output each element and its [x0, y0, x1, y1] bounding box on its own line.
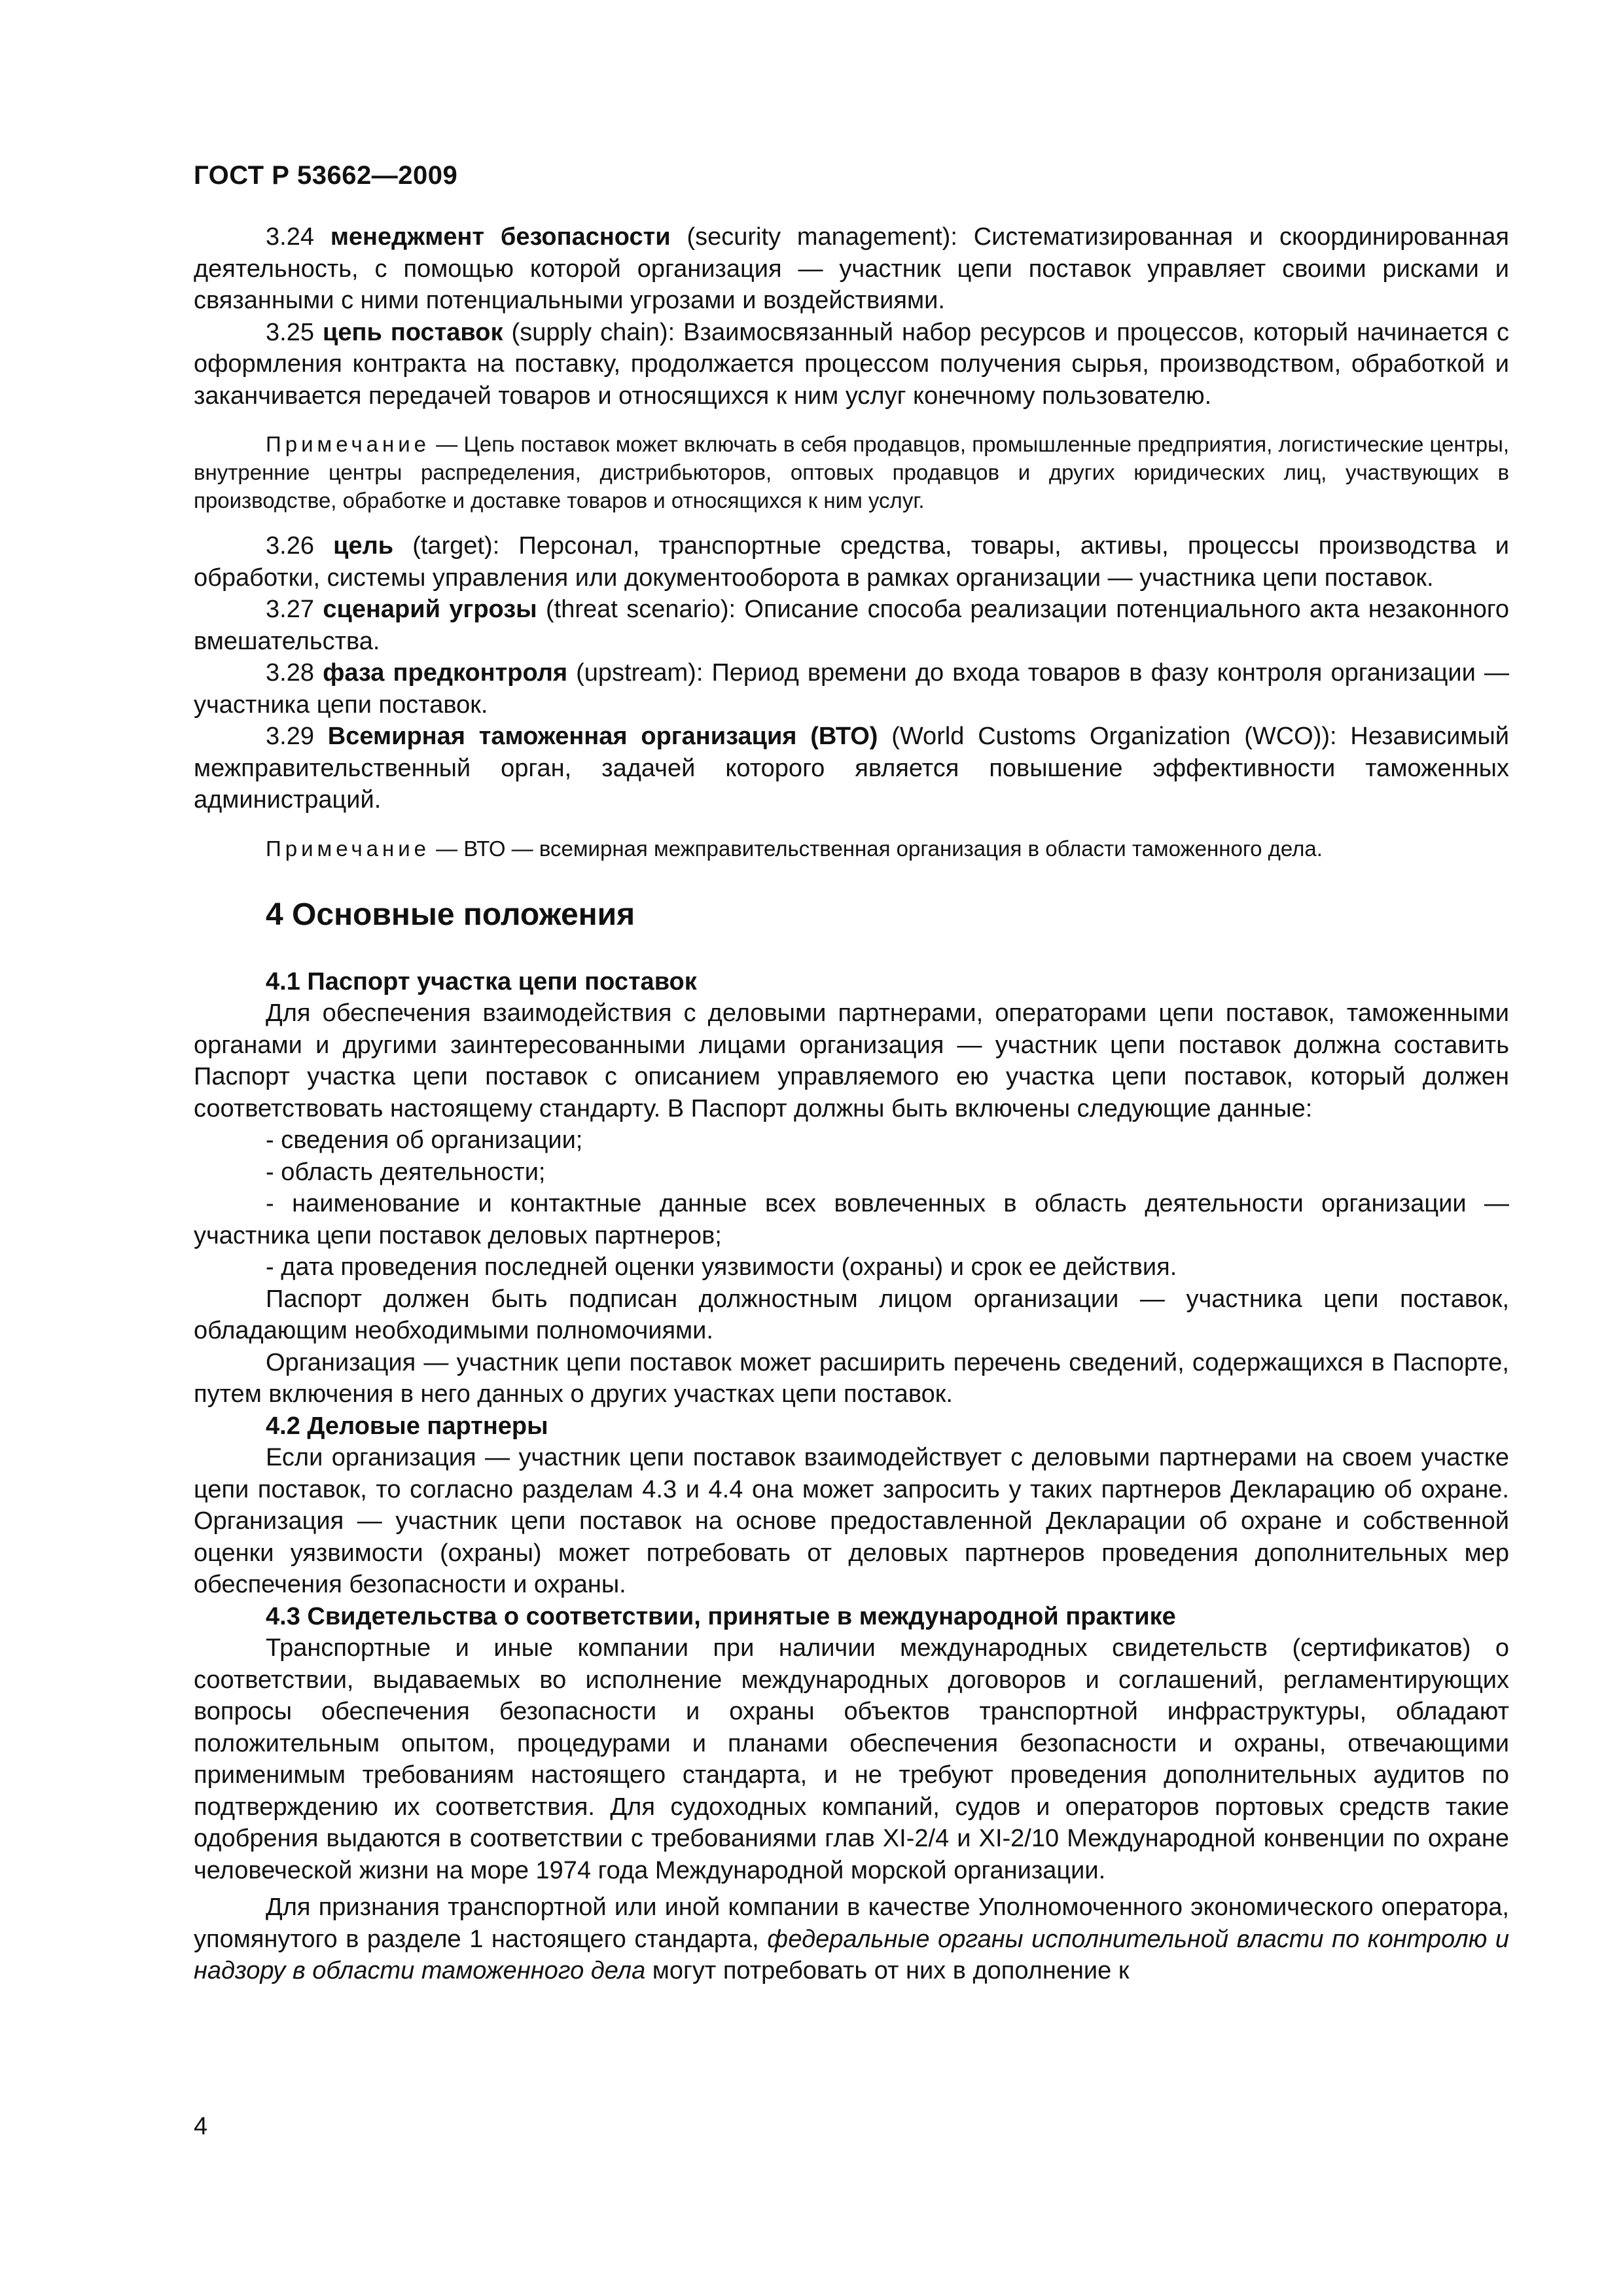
- paragraph: Организация — участник цепи поставок может расширить перечень сведений, содержащихся в Паспорте, путем включения в него данных о других участках цепи поставок.: [194, 1348, 1509, 1408]
- list-item: - область деятельности;: [266, 1158, 546, 1186]
- italic-text: федеральные органы исполнительной власти по контролю и надзору в области таможенного дела: [194, 1925, 1509, 1984]
- page-number: 4: [194, 2113, 208, 2140]
- section-4-2-title: 4.2 Деловые партнеры: [266, 1412, 548, 1440]
- term-3-24: [194, 221, 1509, 317]
- term-number: 3.27: [266, 596, 323, 623]
- term-number: 3.28: [266, 659, 323, 687]
- section-4-title: 4 Основные положения: [266, 897, 635, 932]
- paragraph: Транспортные и иные компании при наличии международных свидетельств (сертификатов) о соответствии, выдаваемых во исполнение международных договоров и соглашений, регламентирующих вопросы обеспечения безопасности и охраны объектов транспортной инфраструктуры, обладают положительным опытом, процедурами и планами обеспечения безопасности и охраны, отвечающими применимым требованиям настоящего стандарта, и не требуют проведения дополнительных аудитов по подтверждению их соответствия. Для судоходных компаний, судов и операторов портовых средств такие одобрения выдаются в соответствии с требованиями глав XI-2/4 и XI-2/10 Международной конвенции по охране человеческой жизни на море 1974 года Международной морской организации.: [194, 1634, 1509, 1884]
- page-content: [194, 221, 1509, 1987]
- term-title: сценарий угрозы: [323, 596, 537, 623]
- note-label: Примечание: [266, 836, 431, 861]
- paragraph: Если организация — участник цепи поставок взаимодействует с деловыми партнерами на своем участке цепи поставок, то согласно разделам 4.3 и 4.4 она может запросить у таких партнеров Декларацию об охране. Организация — участник цепи поставок на основе предоставленной Декларации об охране и собственной оценки уязвимости (охраны) может потребовать от деловых партнеров проведения дополнительных мер обеспечения безопасности и охраны.: [194, 1444, 1509, 1598]
- term-title: менеджмент безопасности: [330, 223, 671, 251]
- paragraph-text: Для признания транспортной или иной компании в качестве Уполномоченного экономического оператора, упомянутого в разделе 1 настоящего стандарта,: [194, 1893, 1509, 1953]
- term-number: 3.24: [266, 223, 330, 251]
- term-3-27: [194, 594, 1509, 657]
- page-header: ГОСТ Р 53662—2009: [194, 161, 458, 190]
- term-definition: (target): Персонал, транспортные средства, товары, активы, процессы производства и обработки, системы управления или документооборота в рамках организации — участника цепи поставок.: [194, 532, 1509, 592]
- paragraph: [194, 1892, 1509, 1987]
- term-definition: (upstream): Период времени до входа товаров в фазу контроля организации — участника цепи поставок.: [194, 659, 1509, 719]
- note-label: Примечание: [266, 432, 431, 456]
- list-item: - наименование и контактные данные всех вовлеченных в область деятельности организации — участника цепи поставок деловых партнеров;: [194, 1190, 1509, 1249]
- paragraph: Паспорт должен быть подписан должностным лицом организации — участника цепи поставок, обладающим необходимыми полномочиями.: [194, 1285, 1509, 1344]
- list-item: - сведения об организации;: [266, 1126, 583, 1154]
- term-3-28: [194, 657, 1509, 721]
- paragraph: Для обеспечения взаимодействия с деловыми партнерами, операторами цепи поставок, таможенными органами и другими заинтересованными лицами организация — участник цепи поставок должна составить Паспорт участка цепи поставок с описанием управляемого ею участка цепи поставок, который должен соответствовать настоящему стандарту. В Паспорт должны быть включены следующие данные:: [194, 999, 1509, 1122]
- term-number: 3.26: [266, 532, 334, 560]
- term-3-26: [194, 530, 1509, 594]
- note-1: [194, 430, 1509, 514]
- term-definition: (supply chain): Взаимосвязанный набор ресурсов и процессов, который начинается с оформления контракта на поставку, продолжается процессом получения сырья, производством, обработкой и заканчивается передачей товаров и относящихся к ним услуг конечному пользователю.: [194, 318, 1509, 410]
- term-definition: (security management): Систематизированная и скоординированная деятельность, с помощью которой организация — участник цепи поставок управляет своими рисками и связанными с ними потенциальными угрозами и воздействиями.: [194, 223, 1509, 314]
- term-number: 3.25: [266, 318, 323, 346]
- list-item: - дата проведения последней оценки уязвимости (охраны) и срок ее действия.: [266, 1253, 1177, 1281]
- term-definition: (World Customs Organization (WCO)): Независимый межправительственный орган, задачей которого является повышение эффективности таможенных администраций.: [194, 723, 1509, 814]
- paragraph-text: могут потребовать от них в дополнение к: [645, 1957, 1130, 1984]
- term-title: фаза предконтроля: [323, 659, 568, 687]
- section-4-1-title: 4.1 Паспорт участка цепи поставок: [266, 967, 697, 996]
- term-definition: (threat scenario): Описание способа реализации потенциального акта незаконного вмешательства.: [194, 596, 1509, 655]
- note-text: — Цепь поставок может включать в себя продавцов, промышленные предприятия, логистические центры, внутренние центры распределения, дистрибьюторов, оптовых продавцов и других юридических лиц, участвующих в производстве, обработке и доставке товаров и относящихся к ним услуг.: [194, 432, 1509, 512]
- term-number: 3.29: [266, 723, 328, 750]
- document-page: [194, 0, 1509, 2296]
- term-3-25: [194, 317, 1509, 412]
- note-text: — ВТО — всемирная межправительственная организация в области таможенного дела.: [430, 836, 1323, 861]
- term-3-29: [194, 721, 1509, 816]
- section-4-3-title: 4.3 Свидетельства о соответствии, принятые в международной практике: [266, 1602, 1176, 1630]
- term-title: Всемирная таможенная организация (ВТО): [327, 723, 878, 750]
- term-title: цепь поставок: [323, 318, 503, 346]
- term-title: цель: [333, 532, 394, 560]
- note-2: [194, 834, 1509, 863]
